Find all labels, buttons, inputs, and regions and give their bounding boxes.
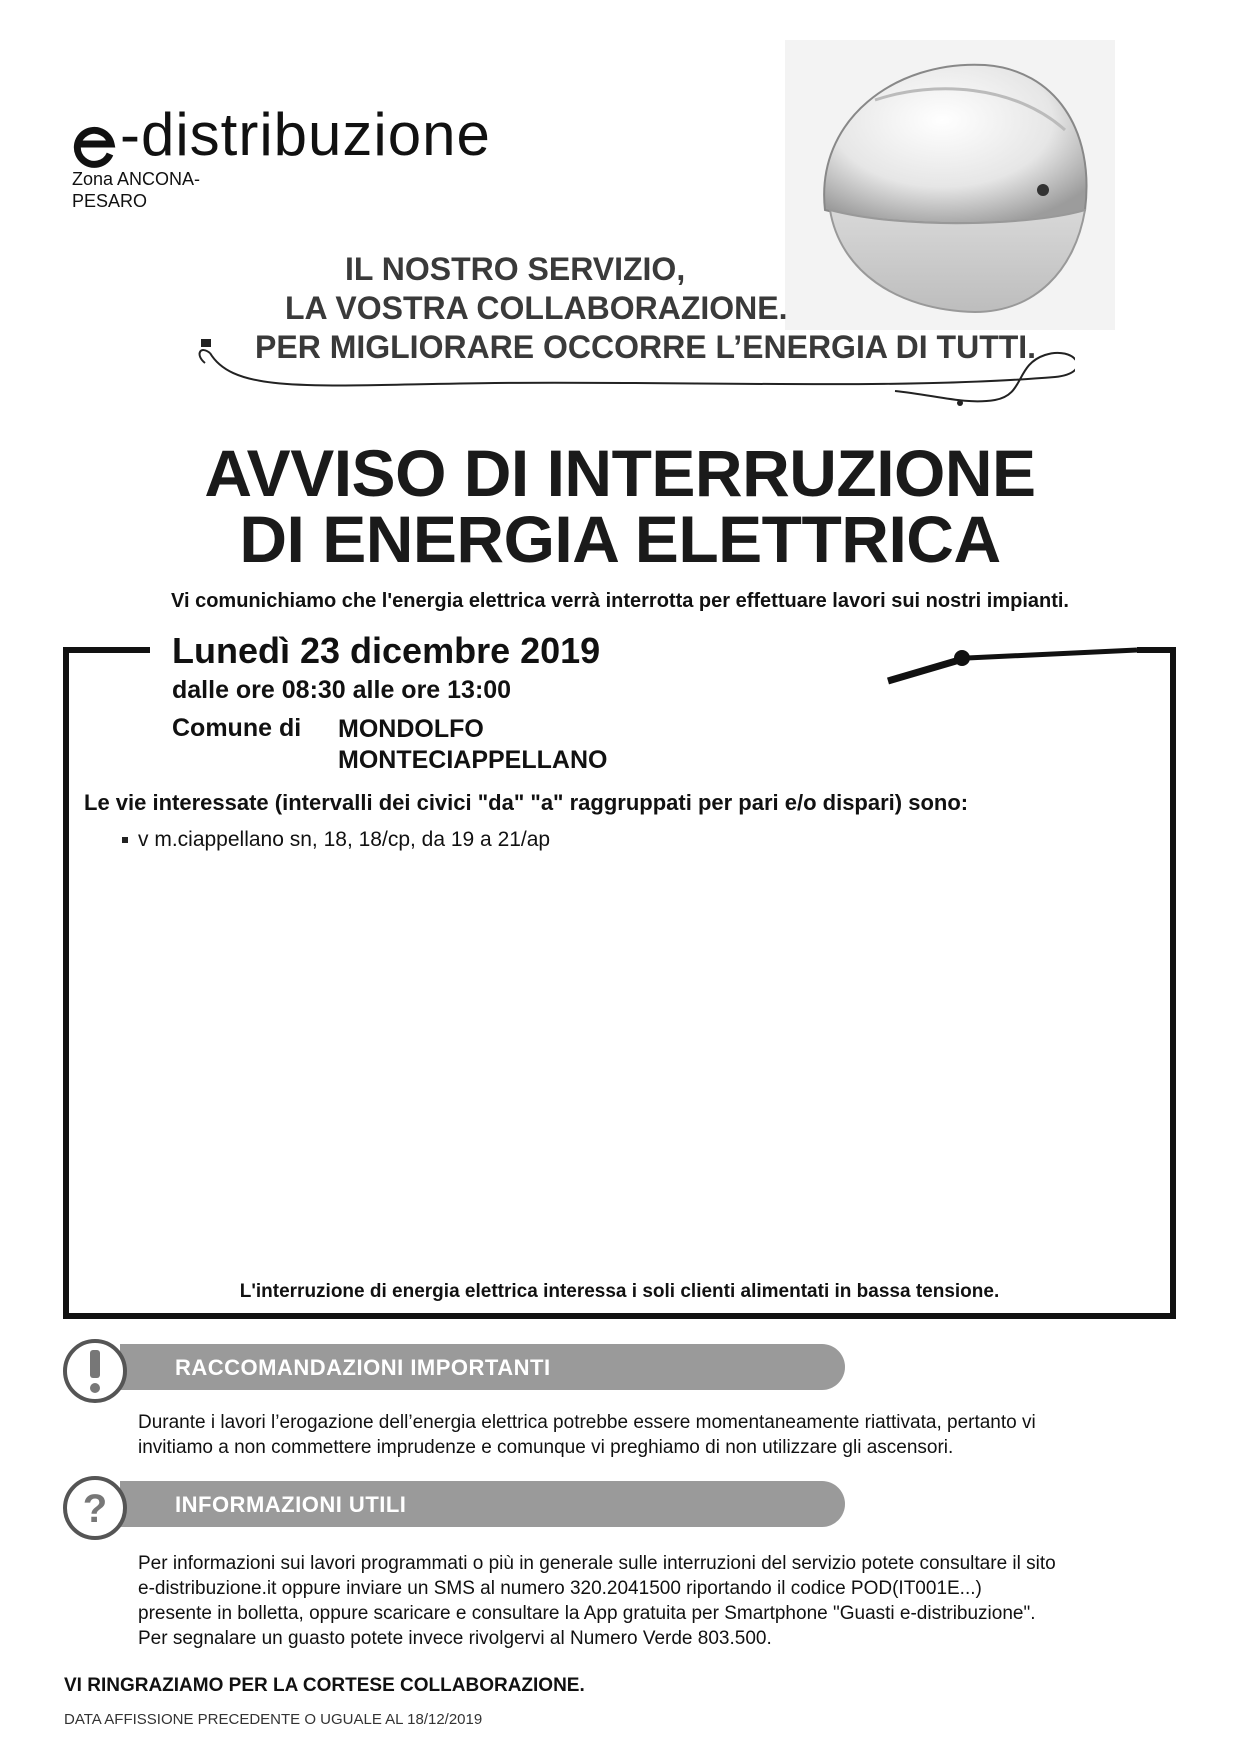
low-voltage-note: L'interruzione di energia elettrica interessa i soli clienti alimentati in bassa tensione.: [239, 1281, 1000, 1302]
street-text: v m.ciappellano sn, 18, 18/cp, da 19 a 21/ap: [138, 828, 551, 851]
recommendations-line-2: invitiamo a non commettere imprudenze e comunque vi preghiamo di non utilizzare gli ascensori.: [138, 1437, 954, 1458]
intro-text: Vi comunichiamo che l'energia elettrica verrà interrotta per effettuare lavori sui nostri impianti.: [171, 590, 1069, 612]
bullet-icon: [122, 837, 128, 843]
comune-2: MONTECIAPPELLANO: [338, 746, 608, 774]
comune-values: [338, 714, 607, 776]
svg-text:?: ?: [82, 1487, 108, 1531]
brand-logo: [72, 100, 491, 169]
power-cord-icon: [195, 325, 1075, 415]
thanks-text: VI RINGRAZIAMO PER LA CORTESE COLLABORAZIONE.: [64, 1675, 585, 1696]
slogan-line-2: LA VOSTRA COLLABORAZIONE.: [285, 290, 788, 326]
info-line-1: Per informazioni sui lavori programmati o più in generale sulle interruzioni del servizio potete consultare il sito: [138, 1553, 1056, 1574]
comune-label: Comune di: [172, 714, 302, 742]
streets-heading: Le vie interessate (intervalli dei civici "da" "a" raggruppati per pari e/o dispari) sono:: [84, 790, 969, 815]
logo-text: -distribuzione: [120, 101, 491, 168]
info-line-4: Per segnalare un guasto potete invece rivolgervi al Numero Verde 803.500.: [138, 1628, 772, 1649]
logo-e-icon: [72, 113, 116, 157]
title-line-2: DI ENERGIA ELETTRICA: [239, 502, 1001, 576]
posting-date: DATA AFFISSIONE PRECEDENTE O UGUALE AL 18/12/2019: [64, 1711, 483, 1728]
info-line-3: presente in bolletta, oppure scaricare e consultare la App gratuita per Smartphone "Guasti e-distribuzione".: [138, 1603, 1036, 1624]
info-banner: [60, 1475, 790, 1531]
recommendations-text: [138, 1410, 1036, 1460]
list-item: [122, 828, 550, 852]
recommendations-banner: [60, 1338, 790, 1394]
notice-title: [140, 436, 1100, 576]
slogan-line-3: PER MIGLIORARE OCCORRE L’ENERGIA DI TUTTI.: [255, 329, 1037, 365]
question-icon: [62, 1475, 128, 1541]
comune-1: MONDOLFO: [338, 715, 484, 743]
interruption-date: Lunedì 23 dicembre 2019: [172, 630, 601, 671]
interruption-hours: dalle ore 08:30 alle ore 13:00: [172, 676, 512, 704]
recommendations-line-1: Durante i lavori l’erogazione dell’energia elettrica potrebbe essere momentaneamente riattivata, pertanto vi: [138, 1412, 1036, 1433]
info-text: [138, 1551, 1056, 1651]
recommendations-title: RACCOMANDAZIONI IMPORTANTI: [175, 1355, 551, 1380]
notice-frame: [62, 645, 1177, 1320]
info-title: INFORMAZIONI UTILI: [175, 1492, 407, 1517]
zone-label: Zona ANCONA-PESARO: [72, 169, 201, 211]
title-line-1: AVVISO DI INTERRUZIONE: [204, 436, 1036, 510]
info-line-2: e-distribuzione.it oppure inviare un SMS al numero 320.2041500 riportando il codice POD(IT001E...): [138, 1578, 982, 1599]
slogan-line-1: IL NOSTRO SERVIZIO,: [345, 251, 686, 287]
exclamation-icon: [62, 1338, 128, 1404]
